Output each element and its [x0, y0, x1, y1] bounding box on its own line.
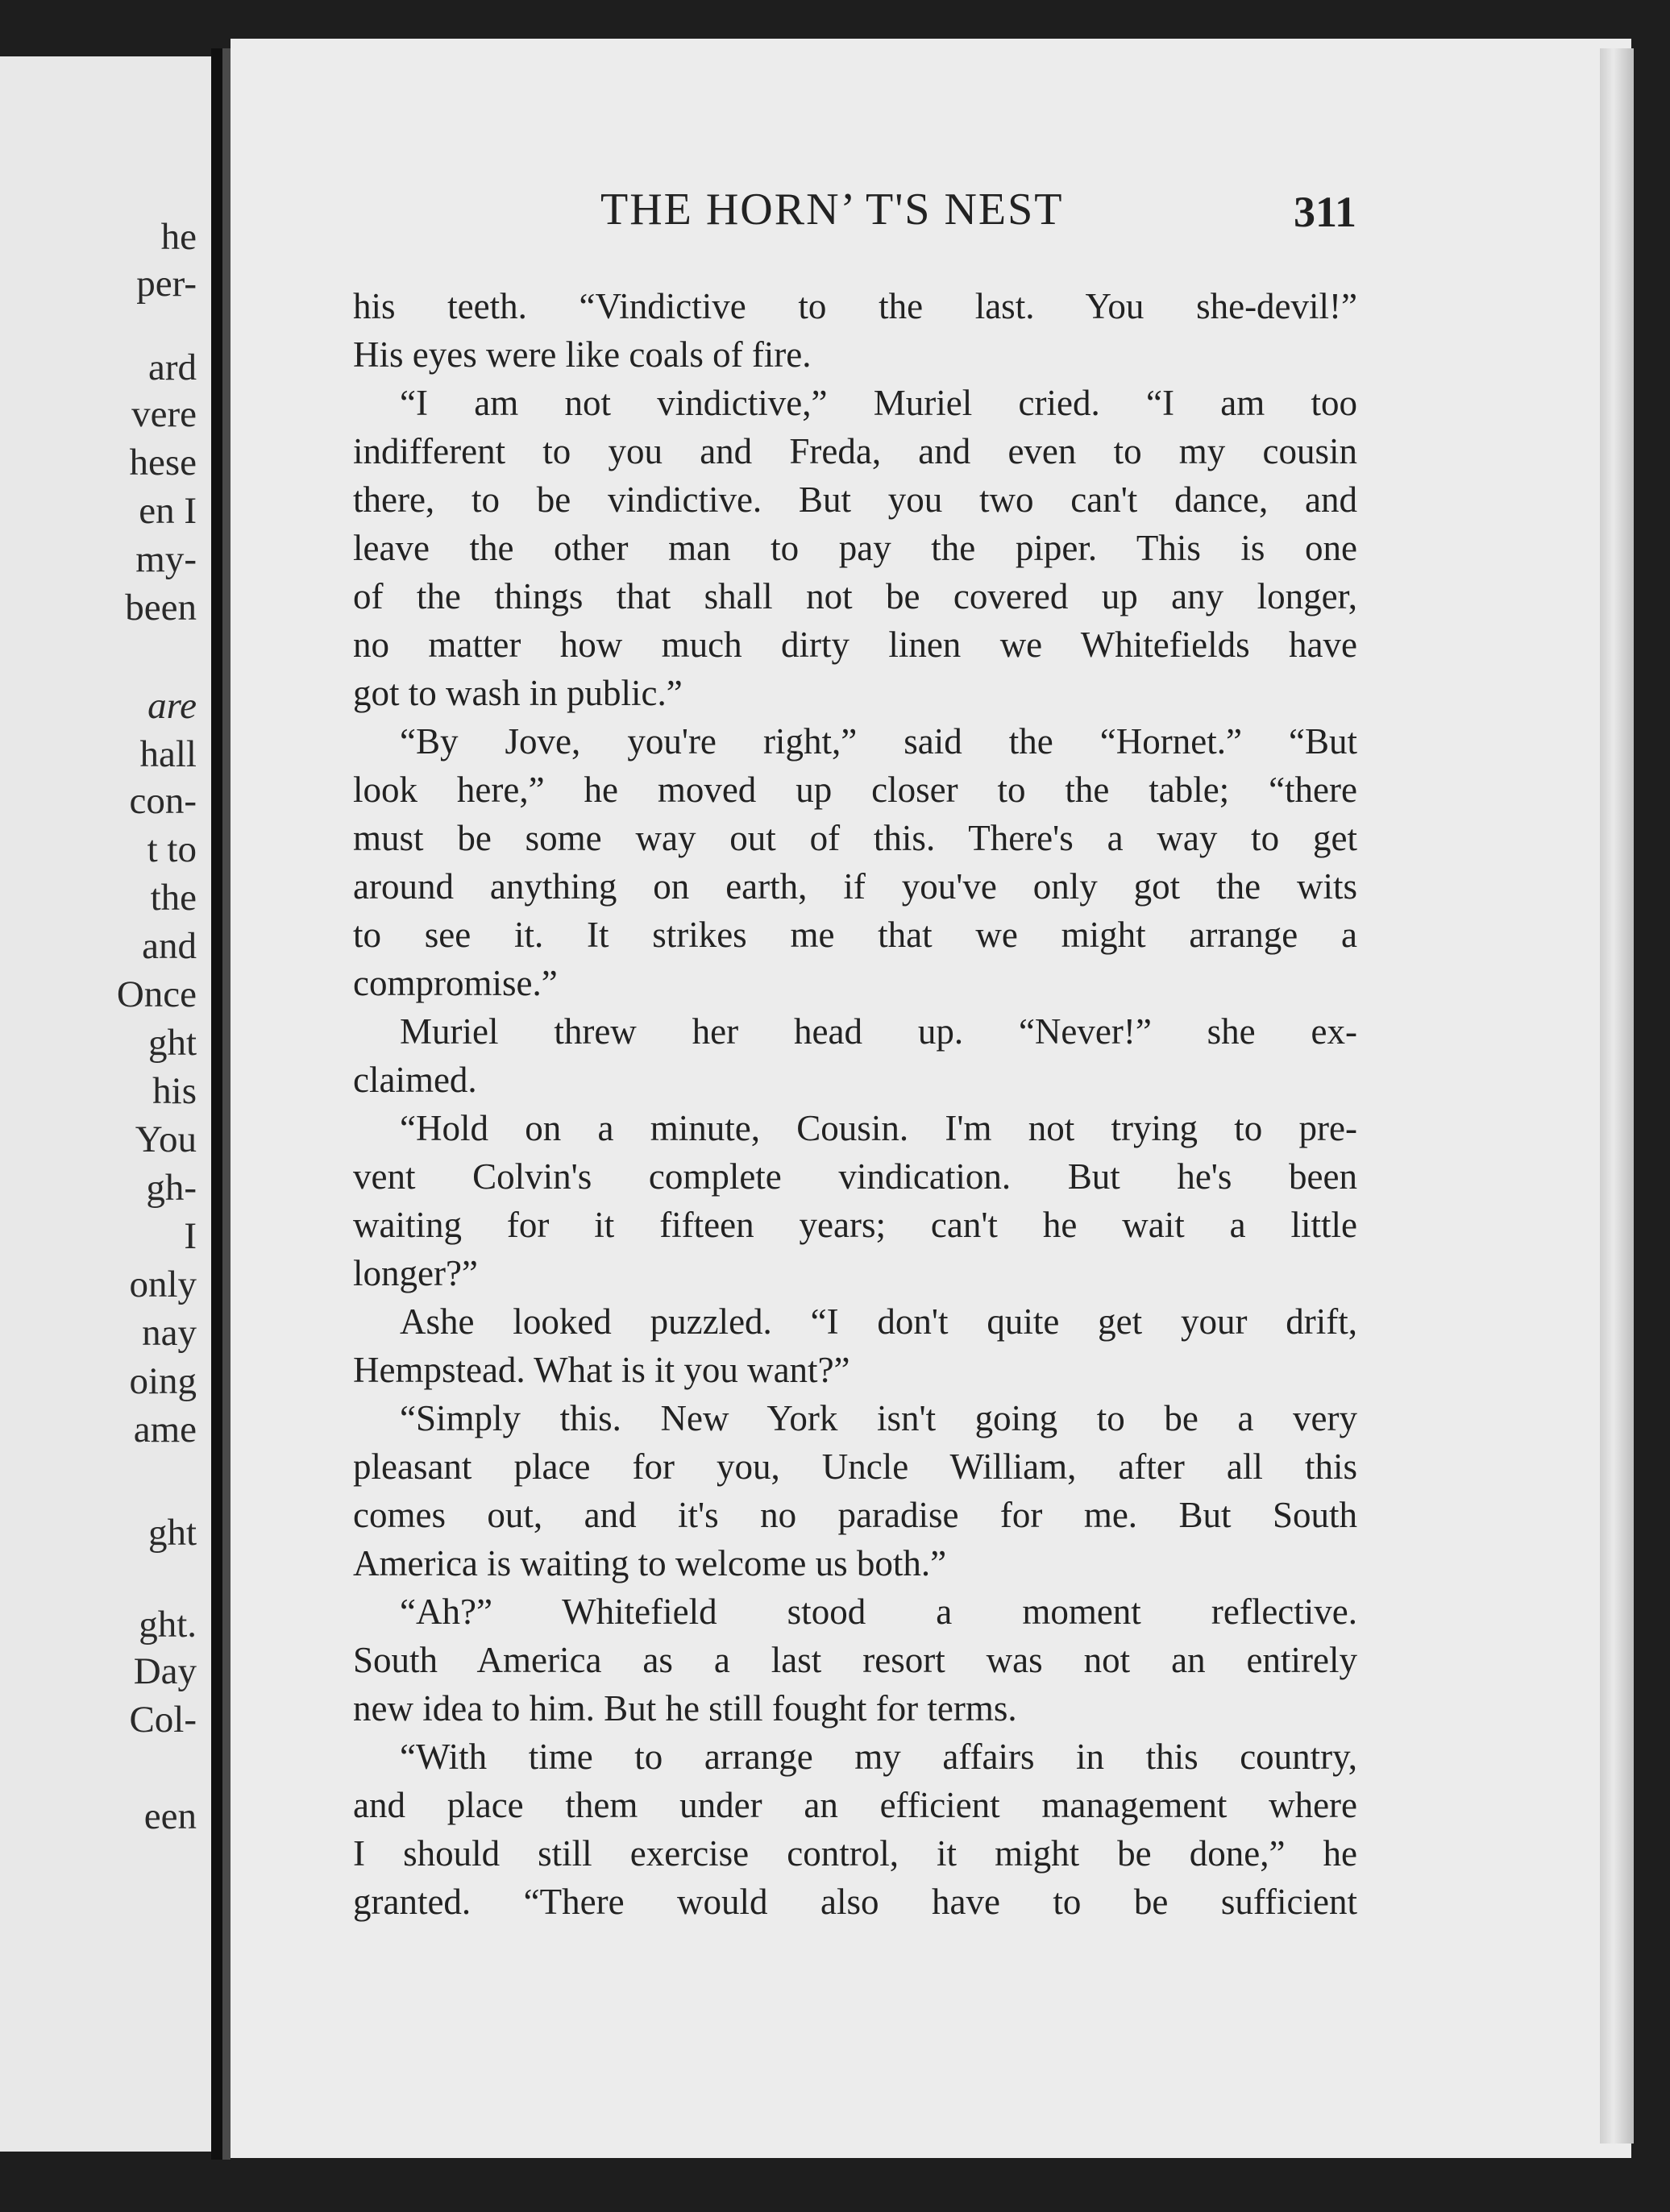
text-line: pleasant place for you, Uncle William, after all this [353, 1446, 1357, 1487]
left-page-fragment: ght [147, 1022, 197, 1064]
text-line: new idea to him. But he still fought for terms. [353, 1688, 1017, 1729]
text-line: “By Jove, you're right,” said the “Hornet.” “But [400, 721, 1357, 762]
text-line: to see it. It strikes me that we might arrange a [353, 915, 1357, 955]
left-page-fragment: een [143, 1795, 197, 1837]
left-page-fragment: my- [135, 538, 197, 580]
text-line: of the things that shall not be covered up any longer, [353, 576, 1357, 616]
left-page-fragment: ght [147, 1512, 197, 1554]
left-page-fragment: only [129, 1264, 197, 1305]
text-line: His eyes were like coals of fire. [353, 334, 812, 375]
text-line: America is waiting to welcome us both.” [353, 1543, 947, 1583]
left-page-fragment: oing [129, 1360, 197, 1402]
text-line: claimed. [353, 1060, 477, 1100]
text-line: compromise.” [353, 963, 558, 1003]
text-line: vent Colvin's complete vindication. But he's been [353, 1156, 1357, 1197]
text-line: his teeth. “Vindictive to the last. You she-devil!” [353, 286, 1357, 326]
page-header [357, 184, 1356, 256]
left-page-fragment: t to [147, 828, 197, 870]
left-page-fragment: nay [142, 1312, 197, 1354]
text-line: Muriel threw her head up. “Never!” she ex- [400, 1011, 1357, 1052]
left-page-fragment: the [150, 877, 197, 919]
left-page-fragment: gh- [146, 1167, 197, 1209]
left-page-fragment: ame [133, 1409, 197, 1450]
left-page-fragment: con- [129, 780, 197, 822]
left-page-fragment: been [125, 587, 197, 629]
text-line: must be some way out of this. There's a way to get [353, 818, 1357, 858]
text-line: “With time to arrange my affairs in this country, [400, 1737, 1357, 1777]
left-page-fragment: ard [147, 347, 197, 388]
text-line: got to wash in public.” [353, 673, 683, 713]
text-line: and place them under an efficient management where [353, 1785, 1357, 1825]
left-page-fragment: and [142, 925, 197, 967]
text-line: Hempstead. What is it you want?” [353, 1350, 850, 1390]
text-line: there, to be vindictive. But you two can't dance, and [353, 479, 1357, 520]
text-line: “Hold on a minute, Cousin. I'm not trying to pre- [400, 1108, 1357, 1148]
text-line: comes out, and it's no paradise for me. But South [353, 1495, 1357, 1535]
text-line: longer?” [353, 1253, 478, 1293]
text-line: granted. “There would also have to be sufficient [353, 1882, 1357, 1922]
text-line: around anything on earth, if you've only got the wits [353, 866, 1357, 907]
text-line: “Simply this. New York isn't going to be a very [400, 1398, 1357, 1438]
left-page [0, 56, 211, 2152]
left-page-fragment: You [135, 1118, 197, 1160]
text-line: look here,” he moved up closer to the table; “there [353, 770, 1357, 810]
text-line: “Ah?” Whitefield stood a moment reflective. [400, 1592, 1357, 1632]
text-line: waiting for it fifteen years; can't he wait a little [353, 1205, 1357, 1245]
left-page-fragment: I [184, 1215, 197, 1257]
text-line: South America as a last resort was not an entirely [353, 1640, 1357, 1680]
left-page-fragment: per- [136, 263, 197, 305]
left-page-fragment: he [160, 216, 197, 258]
book-spine [211, 48, 222, 2160]
text-line: I should still exercise control, it might be done,” he [353, 1833, 1357, 1874]
text-line: Ashe looked puzzled. “I don't quite get your drift, [400, 1301, 1357, 1342]
left-page-fragment: ght. [139, 1604, 197, 1646]
text-line: no matter how much dirty linen we Whitefields have [353, 625, 1357, 665]
left-page-fragment: are [147, 685, 197, 727]
left-page-fragment: his [152, 1070, 197, 1112]
body-text [353, 282, 1357, 1926]
page-gutter [222, 48, 231, 2160]
left-page-fragment: Day [133, 1650, 197, 1692]
left-page-fragment: hall [139, 733, 197, 775]
text-line: indifferent to you and Freda, and even to my cousin [353, 431, 1357, 471]
text-line: leave the other man to pay the piper. This is one [353, 528, 1357, 568]
running-title: THE HORN’ T'S NEST [600, 185, 1064, 234]
left-page-fragment: hese [129, 442, 197, 483]
left-page-fragment: vere [131, 393, 197, 435]
page-number: 311 [1293, 188, 1356, 236]
page-edge [1600, 48, 1634, 2144]
text-line: “I am not vindictive,” Muriel cried. “I am too [400, 383, 1357, 423]
left-page-fragment: Once [116, 973, 197, 1015]
left-page-fragment: en I [139, 490, 197, 532]
left-page-fragment: Col- [129, 1699, 197, 1741]
